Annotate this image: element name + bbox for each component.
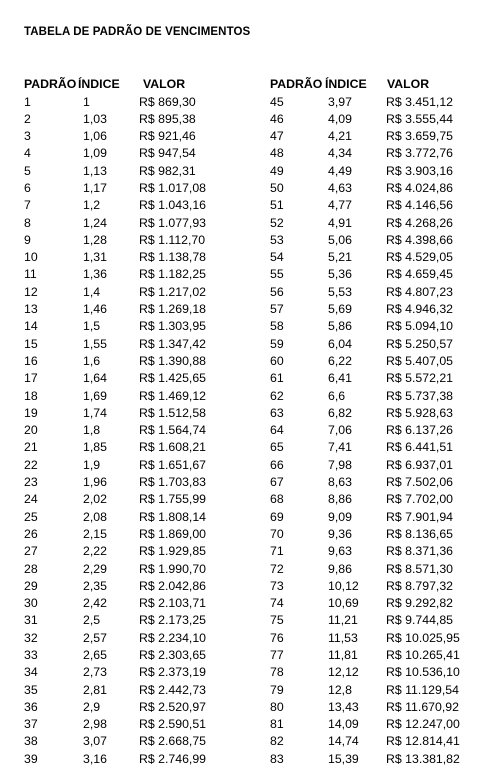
cell-valor: R$ 5.407,05	[386, 353, 454, 368]
cell-valor: R$ 6.937,01	[386, 457, 454, 472]
cell-padrao: 59	[270, 336, 284, 351]
cell-valor: R$ 1.303,95	[139, 319, 207, 334]
cell-valor: R$ 982,31	[139, 163, 196, 178]
cell-padrao: 45	[270, 94, 284, 109]
cell-valor: R$ 921,46	[139, 129, 196, 144]
cell-valor: R$ 3.772,76	[386, 146, 454, 161]
cell-valor: R$ 7.502,06	[386, 475, 454, 490]
cell-valor: R$ 7.901,94	[386, 509, 454, 524]
cell-padrao: 66	[270, 457, 284, 472]
cell-padrao: 46	[270, 111, 284, 126]
cell-indice: 1,96	[83, 475, 107, 490]
cell-valor: R$ 2.234,10	[139, 630, 207, 645]
cell-valor: R$ 13.381,82	[386, 751, 460, 766]
cell-padrao: 23	[24, 475, 38, 490]
cell-indice: 2,42	[83, 596, 107, 611]
cell-valor: R$ 7.702,00	[386, 492, 454, 507]
cell-indice: 10,12	[328, 578, 359, 593]
cell-indice: 1,4	[83, 284, 101, 299]
cell-padrao: 21	[24, 440, 38, 455]
cell-padrao: 39	[24, 751, 38, 766]
cell-indice: 7,98	[328, 457, 352, 472]
cell-padrao: 69	[270, 509, 284, 524]
cell-indice: 2,02	[83, 492, 107, 507]
cell-padrao: 22	[24, 457, 38, 472]
cell-indice: 10,69	[328, 596, 359, 611]
cell-padrao: 11	[24, 267, 37, 282]
cell-valor: R$ 2.042,86	[139, 578, 207, 593]
header-padrao: PADRÃO	[270, 77, 323, 91]
cell-padrao: 51	[270, 198, 284, 213]
cell-indice: 3,16	[83, 751, 107, 766]
cell-valor: R$ 12.247,00	[386, 717, 460, 732]
cell-valor: R$ 9.744,85	[386, 613, 454, 628]
cell-padrao: 73	[270, 578, 284, 593]
cell-padrao: 4	[24, 146, 31, 161]
cell-valor: R$ 1.347,42	[139, 336, 207, 351]
cell-indice: 4,49	[328, 163, 352, 178]
cell-padrao: 54	[270, 250, 284, 265]
cell-indice: 4,77	[328, 198, 352, 213]
cell-valor: R$ 1.217,02	[139, 284, 207, 299]
cell-indice: 6,6	[328, 388, 346, 403]
cell-padrao: 38	[24, 734, 38, 749]
cell-indice: 1,09	[83, 146, 107, 161]
cell-padrao: 81	[270, 717, 284, 732]
cell-indice: 9,63	[328, 544, 352, 559]
cell-indice: 2,98	[83, 717, 107, 732]
cell-valor: R$ 1.425,65	[139, 371, 207, 386]
cell-padrao: 72	[270, 561, 284, 576]
cell-padrao: 30	[24, 596, 38, 611]
cell-padrao: 27	[24, 544, 38, 559]
cell-padrao: 64	[270, 423, 284, 438]
cell-indice: 5,86	[328, 319, 352, 334]
cell-padrao: 29	[24, 578, 38, 593]
cell-valor: R$ 1.112,70	[139, 232, 206, 247]
cell-valor: R$ 1.651,67	[139, 457, 207, 472]
cell-indice: 6,22	[328, 353, 352, 368]
cell-valor: R$ 4.529,05	[386, 250, 454, 265]
cell-valor: R$ 1.808,14	[139, 509, 207, 524]
cell-valor: R$ 8.797,32	[386, 578, 454, 593]
cell-padrao: 6	[24, 180, 31, 195]
header-valor: VALOR	[143, 77, 186, 91]
cell-valor: R$ 2.103,71	[139, 596, 207, 611]
cell-padrao: 33	[24, 648, 38, 662]
cell-indice: 1,74	[83, 405, 107, 420]
cell-indice: 5,53	[328, 284, 352, 299]
cell-indice: 5,21	[328, 250, 352, 265]
cell-indice: 2,81	[83, 682, 107, 697]
cell-valor: R$ 12.814,41	[386, 734, 460, 749]
cell-padrao: 70	[270, 526, 284, 541]
cell-indice: 2,29	[83, 561, 107, 576]
cell-valor: R$ 3.903,16	[386, 163, 454, 178]
cell-valor: R$ 869,30	[139, 94, 196, 109]
cell-padrao: 74	[270, 596, 284, 611]
cell-padrao: 19	[24, 405, 38, 420]
cell-indice: 4,09	[328, 111, 352, 126]
cell-indice: 4,34	[328, 146, 352, 161]
cell-padrao: 35	[24, 682, 38, 697]
cell-padrao: 2	[24, 111, 31, 126]
cell-indice: 1,31	[83, 250, 107, 265]
cell-valor: R$ 2.303,65	[139, 648, 207, 662]
cell-valor: R$ 1.990,70	[139, 561, 207, 576]
cell-padrao: 67	[270, 475, 284, 490]
cell-padrao: 10	[24, 250, 38, 265]
cell-padrao: 55	[270, 267, 284, 282]
cell-valor: R$ 6.137,26	[386, 423, 454, 438]
cell-indice: 2,22	[83, 544, 107, 559]
cell-indice: 2,15	[83, 526, 107, 541]
cell-padrao: 32	[24, 630, 38, 645]
cell-indice: 9,86	[328, 561, 352, 576]
cell-padrao: 50	[270, 180, 284, 195]
cell-padrao: 20	[24, 423, 38, 438]
cell-valor: R$ 4.659,45	[386, 267, 454, 282]
cell-valor: R$ 11.129,54	[386, 682, 459, 697]
cell-padrao: 7	[24, 198, 31, 213]
cell-valor: R$ 1.469,12	[139, 388, 207, 403]
cell-valor: R$ 1.017,08	[139, 180, 207, 195]
cell-valor: R$ 5.250,57	[386, 336, 454, 351]
cell-indice: 9,36	[328, 526, 352, 541]
cell-valor: R$ 10.265,41	[386, 648, 460, 662]
cell-padrao: 63	[270, 405, 284, 420]
cell-padrao: 82	[270, 734, 284, 749]
cell-valor: R$ 1.608,21	[139, 440, 207, 455]
cell-indice: 1,55	[83, 336, 107, 351]
cell-indice: 14,09	[328, 717, 359, 732]
cell-padrao: 31	[24, 613, 38, 628]
cell-valor: R$ 1.043,16	[139, 198, 207, 213]
cell-padrao: 65	[270, 440, 284, 455]
cell-padrao: 12	[24, 284, 38, 299]
cell-valor: R$ 1.269,18	[139, 302, 207, 317]
cell-padrao: 37	[24, 717, 38, 732]
cell-valor: R$ 2.173,25	[139, 613, 207, 628]
cell-valor: R$ 10.536,10	[386, 665, 460, 680]
cell-padrao: 9	[24, 232, 31, 247]
header-padrao: PADRÃO	[24, 77, 77, 91]
cell-valor: R$ 11.670,92	[386, 699, 459, 714]
document-title: TABELA DE PADRÃO DE VENCIMENTOS	[24, 26, 251, 38]
cell-padrao: 28	[24, 561, 38, 576]
cell-indice: 1,64	[83, 371, 107, 386]
cell-indice: 7,41	[328, 440, 352, 455]
cell-padrao: 34	[24, 665, 38, 680]
cell-indice: 14,74	[328, 734, 359, 749]
cell-indice: 1,9	[83, 457, 101, 472]
cell-valor: R$ 5.928,63	[386, 405, 454, 420]
cell-indice: 2,5	[83, 613, 101, 628]
cell-valor: R$ 5.572,21	[386, 371, 454, 386]
cell-valor: R$ 947,54	[139, 146, 196, 161]
cell-indice: 2,57	[83, 630, 107, 645]
cell-indice: 13,43	[328, 699, 359, 714]
cell-indice: 4,91	[328, 215, 352, 230]
cell-padrao: 79	[270, 682, 284, 697]
cell-padrao: 71	[270, 544, 284, 559]
cell-padrao: 49	[270, 163, 284, 178]
cell-padrao: 24	[24, 492, 38, 507]
cell-valor: R$ 2.746,99	[139, 751, 207, 766]
header-indice: ÍNDICE	[325, 77, 367, 91]
cell-padrao: 76	[270, 630, 284, 645]
cell-padrao: 36	[24, 699, 38, 714]
cell-padrao: 77	[270, 648, 284, 662]
cell-padrao: 62	[270, 388, 284, 403]
cell-padrao: 68	[270, 492, 284, 507]
cell-padrao: 75	[270, 613, 284, 628]
cell-indice: 12,8	[328, 682, 352, 697]
cell-padrao: 8	[24, 215, 31, 230]
cell-indice: 11,81	[328, 648, 358, 662]
cell-valor: R$ 3.555,44	[386, 111, 454, 126]
cell-indice: 2,9	[83, 699, 101, 714]
cell-padrao: 56	[270, 284, 284, 299]
cell-padrao: 1	[24, 94, 31, 109]
cell-valor: R$ 5.094,10	[386, 319, 454, 334]
cell-indice: 8,86	[328, 492, 352, 507]
cell-padrao: 5	[24, 163, 31, 178]
cell-padrao: 3	[24, 129, 31, 144]
cell-valor: R$ 895,38	[139, 111, 196, 126]
cell-valor: R$ 1.077,93	[139, 215, 207, 230]
cell-indice: 1,46	[83, 302, 107, 317]
cell-indice: 2,73	[83, 665, 107, 680]
cell-padrao: 78	[270, 665, 284, 680]
cell-indice: 5,69	[328, 302, 352, 317]
cell-indice: 11,21	[328, 613, 358, 628]
cell-valor: R$ 8.136,65	[386, 526, 454, 541]
cell-indice: 8,63	[328, 475, 352, 490]
cell-padrao: 14	[24, 319, 38, 334]
cell-valor: R$ 2.520,97	[139, 699, 207, 714]
cell-indice: 3,07	[83, 734, 107, 749]
cell-valor: R$ 1.390,88	[139, 353, 207, 368]
cell-valor: R$ 1.929,85	[139, 544, 207, 559]
cell-indice: 6,41	[328, 371, 352, 386]
cell-indice: 1,5	[83, 319, 101, 334]
cell-indice: 15,39	[328, 751, 359, 766]
cell-valor: R$ 8.371,36	[386, 544, 454, 559]
cell-indice: 2,08	[83, 509, 107, 524]
cell-valor: R$ 2.373,19	[139, 665, 207, 680]
cell-padrao: 60	[270, 353, 284, 368]
cell-indice: 1,17	[83, 180, 107, 195]
cell-valor: R$ 1.512,58	[139, 405, 207, 420]
cell-padrao: 18	[24, 388, 38, 403]
cell-padrao: 16	[24, 353, 38, 368]
cell-valor: R$ 1.869,00	[139, 526, 207, 541]
cell-indice: 11,53	[328, 630, 358, 645]
cell-valor: R$ 4.807,23	[386, 284, 454, 299]
cell-indice: 3,97	[328, 94, 352, 109]
cell-indice: 1,28	[83, 232, 107, 247]
cell-indice: 12,12	[328, 665, 359, 680]
cell-indice: 1,03	[83, 111, 107, 126]
cell-valor: R$ 3.451,12	[386, 94, 454, 109]
header-indice: ÍNDICE	[78, 77, 120, 91]
cell-padrao: 15	[24, 336, 38, 351]
cell-valor: R$ 3.659,75	[386, 129, 454, 144]
cell-padrao: 83	[270, 751, 284, 766]
cell-valor: R$ 8.571,30	[386, 561, 454, 576]
cell-valor: R$ 4.024,86	[386, 180, 454, 195]
cell-valor: R$ 1.138,78	[139, 250, 207, 265]
cell-valor: R$ 2.590,51	[139, 717, 207, 732]
cell-indice: 1,6	[83, 353, 101, 368]
cell-padrao: 52	[270, 215, 284, 230]
cell-valor: R$ 9.292,82	[386, 596, 454, 611]
cell-indice: 1,69	[83, 388, 107, 403]
cell-padrao: 80	[270, 699, 284, 714]
cell-indice: 1,8	[83, 423, 101, 438]
cell-indice: 9,09	[328, 509, 352, 524]
cell-valor: R$ 1.564,74	[139, 423, 207, 438]
cell-valor: R$ 2.442,73	[139, 682, 207, 697]
cell-padrao: 25	[24, 509, 38, 524]
cell-valor: R$ 10.025,95	[386, 630, 460, 645]
cell-valor: R$ 2.668,75	[139, 734, 207, 749]
cell-padrao: 57	[270, 302, 284, 317]
cell-padrao: 61	[270, 371, 284, 386]
cell-padrao: 26	[24, 526, 38, 541]
cell-indice: 4,21	[328, 129, 352, 144]
cell-indice: 1,2	[83, 198, 101, 213]
cell-indice: 6,04	[328, 336, 352, 351]
cell-padrao: 13	[24, 302, 38, 317]
cell-indice: 6,82	[328, 405, 352, 420]
cell-indice: 1	[83, 94, 90, 109]
cell-valor: R$ 4.946,32	[386, 302, 454, 317]
cell-valor: R$ 1.755,99	[139, 492, 207, 507]
cell-indice: 1,85	[83, 440, 107, 455]
cell-indice: 5,06	[328, 232, 352, 247]
cell-padrao: 17	[24, 371, 38, 386]
cell-indice: 1,06	[83, 129, 107, 144]
cell-indice: 4,63	[328, 180, 352, 195]
cell-indice: 1,36	[83, 267, 107, 282]
cell-valor: R$ 5.737,38	[386, 388, 454, 403]
cell-valor: R$ 6.441,51	[386, 440, 454, 455]
cell-indice: 2,65	[83, 648, 107, 662]
cell-indice: 2,35	[83, 578, 107, 593]
cell-padrao: 47	[270, 129, 284, 144]
cell-indice: 1,13	[83, 163, 107, 178]
cell-valor: R$ 1.182,25	[139, 267, 207, 282]
cell-indice: 7,06	[328, 423, 352, 438]
cell-valor: R$ 1.703,83	[139, 475, 207, 490]
cell-valor: R$ 4.398,66	[386, 232, 454, 247]
cell-padrao: 58	[270, 319, 284, 334]
cell-padrao: 48	[270, 146, 284, 161]
cell-indice: 5,36	[328, 267, 352, 282]
cell-valor: R$ 4.146,56	[386, 198, 454, 213]
header-valor: VALOR	[387, 77, 430, 91]
cell-indice: 1,24	[83, 215, 107, 230]
cell-valor: R$ 4.268,26	[386, 215, 454, 230]
cell-padrao: 53	[270, 232, 284, 247]
